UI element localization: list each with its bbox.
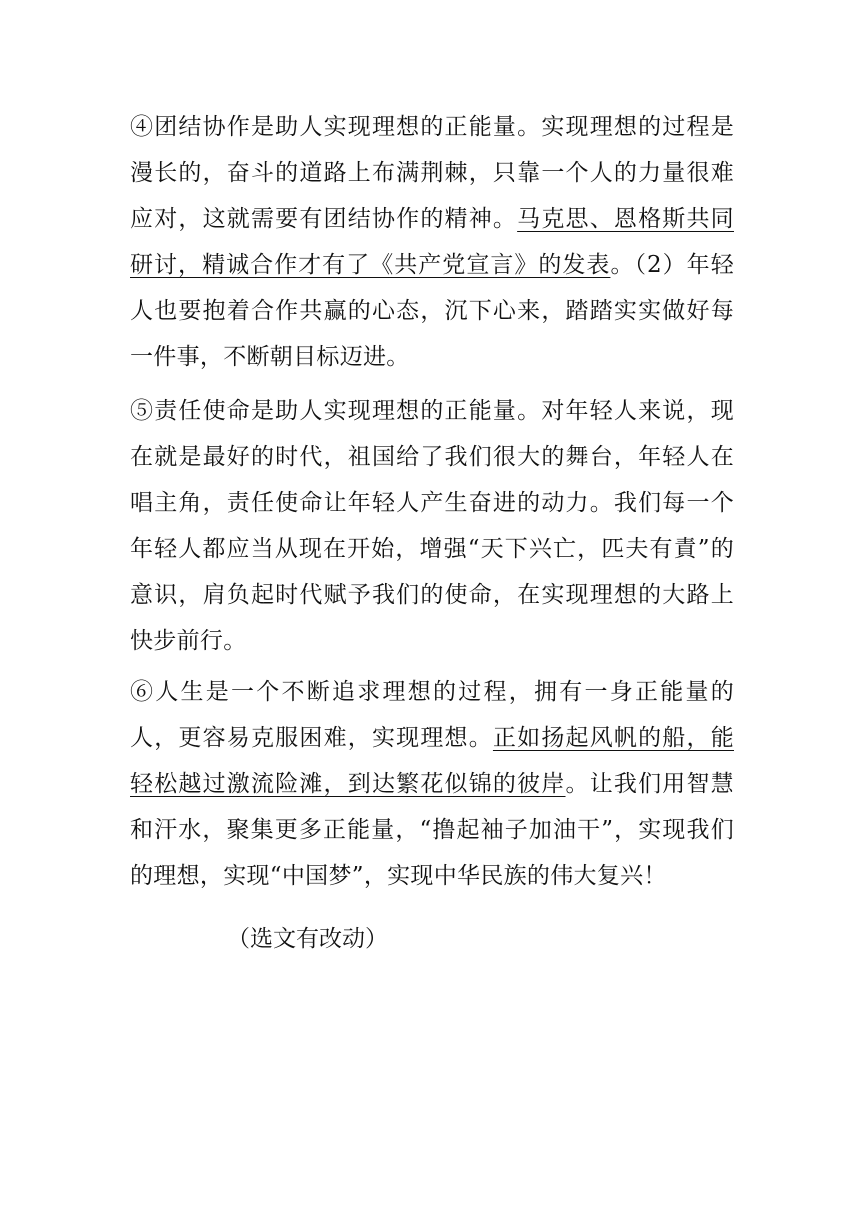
paragraph-6-text-2: 。让我们用智慧和汗水，聚集更多正能量，“撸起袖子加油干”，实现我们的理想，实现“中国梦”，实现中华民族的伟大复兴！ <box>130 771 734 889</box>
paragraph-4-underlined-text: 马克思、恩格斯共同研讨，精诚合作才有了《共产党宣言》的发表 <box>130 206 734 278</box>
paragraph-6 <box>130 669 734 899</box>
paragraph-4-text-1: ④团结协作是助人实现理想的正能量。实现理想的过程是漫长的，奋斗的道路上布满荆棘，只靠一个人的力量很难应对，这就需要有团结协作的精神。 <box>130 114 734 232</box>
paragraph-6-underlined-text: 正如扬起风帆的船，能轻松越过激流险滩，到达繁花似锦的彼岸 <box>130 725 734 797</box>
paragraph-4 <box>130 104 734 380</box>
paragraph-5-text: ⑤责任使命是助人实现理想的正能量。对年轻人来说，现在就是最好的时代，祖国给了我们很大的舞台，年轻人在唱主角，责任使命让年轻人产生奋进的动力。我们每一个年轻人都应当从现在开始，增强“天下兴亡，匹夫有責”的意识，肩负起时代赋予我们的使命，在实现理想的大路上快步前行。 <box>130 398 734 654</box>
source-note: （选文有改动） <box>227 926 388 952</box>
paragraph-6-text-1: ⑥人生是一个不断追求理想的过程，拥有一身正能量的人，更容易克服困难，实现理想。 <box>130 679 734 751</box>
paragraph-4-text-2: 。（2）年轻人也要抱着合作共赢的心态，沉下心来，踏踏实实做好每一件事，不断朝目标迈进。 <box>130 252 734 370</box>
paragraph-5 <box>130 388 734 664</box>
